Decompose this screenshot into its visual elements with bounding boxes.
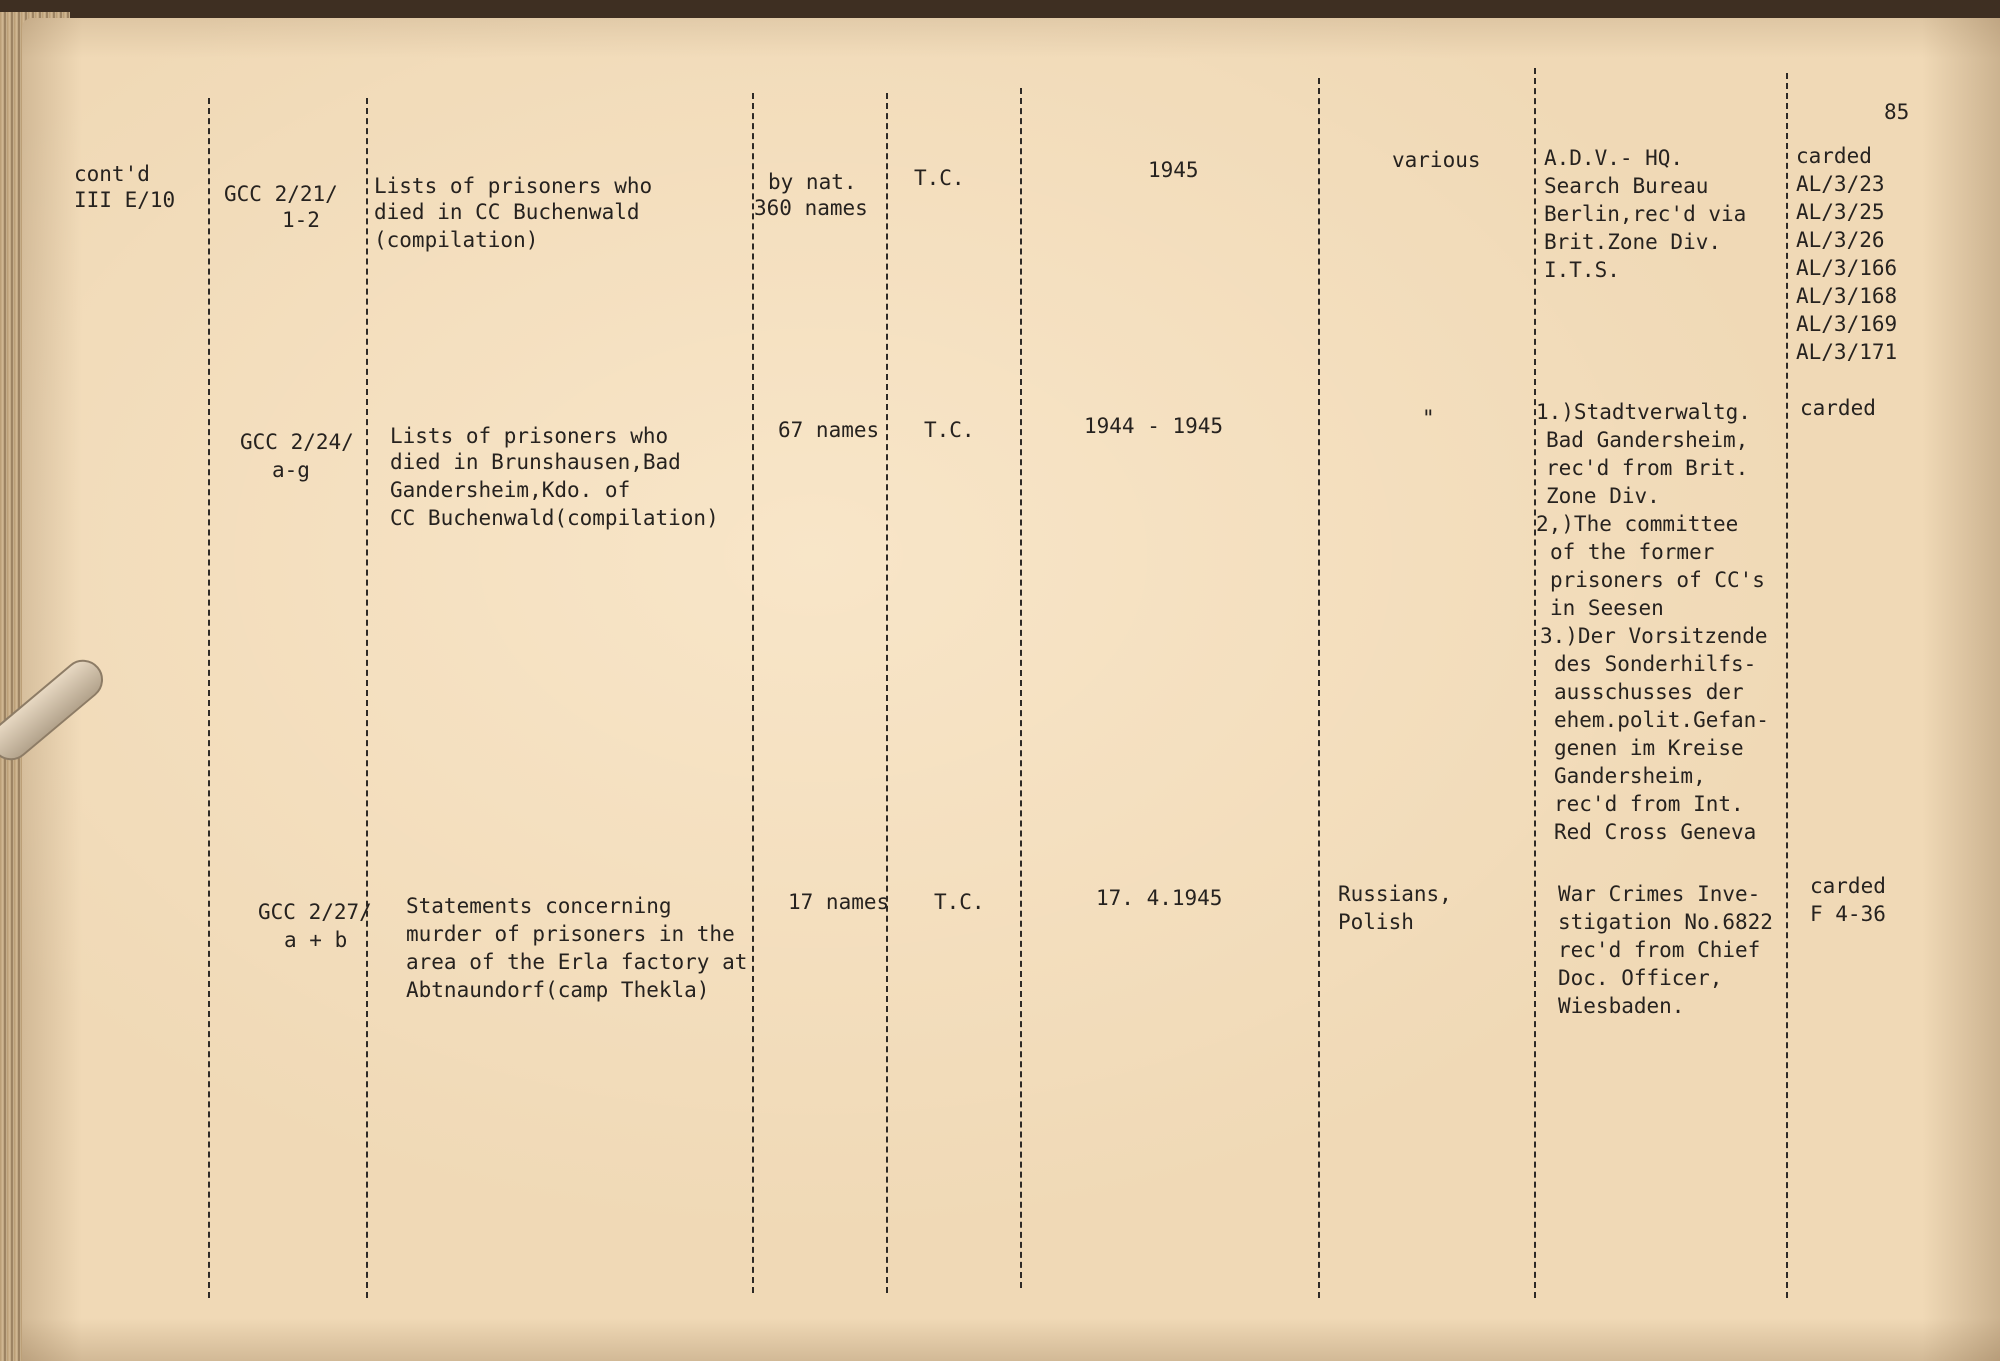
record-source: of the former [1550,540,1715,564]
column-divider [1020,88,1022,1288]
record-source: prisoners of CC's [1550,568,1765,592]
record-quantity: 360 names [754,196,868,220]
column-divider [208,98,210,1298]
record-source: I.T.S. [1544,258,1620,282]
column-divider [752,93,754,1293]
record-source: Berlin,rec'd via [1544,202,1747,226]
record-description: died in Brunshausen,Bad [390,450,681,474]
record-source: rec'd from Brit. [1546,456,1749,480]
record-nationality: " [1422,406,1435,430]
record-ref: a + b [284,928,348,952]
record-source: Search Bureau [1544,174,1709,198]
record-date: 1945 [1148,158,1199,182]
record-quantity: 67 names [778,418,880,442]
record-ref: 1-2 [282,208,320,232]
record-description: CC Buchenwald(compilation) [390,506,719,530]
record-status: AL/3/169 [1796,312,1898,336]
record-status: carded [1810,874,1886,898]
record-source: stigation No.6822 [1558,910,1773,934]
record-description: Gandersheim,Kdo. of [390,478,631,502]
record-type: T.C. [914,166,965,190]
record-date: 17. 4.1945 [1096,886,1223,910]
record-description: murder of prisoners in the [406,922,735,946]
record-status: F 4-36 [1810,902,1886,926]
record-quantity: by nat. [768,170,857,194]
ledger-page [22,18,2000,1361]
column-divider [1318,78,1320,1298]
page-number: 85 [1884,100,1910,124]
record-status: AL/3/166 [1796,256,1898,280]
record-description: died in CC Buchenwald [374,200,640,224]
record-type: T.C. [924,418,975,442]
record-description: Statements concerning [406,894,672,918]
section-ref: III E/10 [74,188,176,212]
record-ref: a-g [272,458,310,482]
record-description: Lists of prisoners who [390,424,669,448]
record-source: ausschusses der [1554,680,1744,704]
record-status: AL/3/23 [1796,172,1885,196]
record-type: T.C. [934,890,985,914]
record-description: Abtnaundorf(camp Thekla) [406,978,710,1002]
record-ref: GCC 2/27/ [258,900,372,924]
record-source: genen im Kreise [1554,736,1744,760]
record-description: (compilation) [374,228,539,252]
record-description: Lists of prisoners who [374,174,653,198]
section-ref: cont'd [74,162,150,186]
record-source: A.D.V.- HQ. [1544,146,1684,170]
record-source: des Sonderhilfs- [1554,652,1757,676]
record-date: 1944 - 1945 [1084,414,1224,438]
record-nationality: various [1392,148,1481,172]
record-status: AL/3/25 [1796,200,1885,224]
record-source: Brit.Zone Div. [1544,230,1722,254]
record-source: Wiesbaden. [1558,994,1685,1018]
column-divider [886,93,888,1293]
record-description: area of the Erla factory at [406,950,748,974]
record-status: AL/3/26 [1796,228,1885,252]
record-status: carded [1800,396,1876,420]
record-source: Gandersheim, [1554,764,1706,788]
column-divider [366,98,368,1298]
record-source: Zone Div. [1546,484,1660,508]
record-source: in Seesen [1550,596,1664,620]
record-status: AL/3/168 [1796,284,1898,308]
record-source: 1.)Stadtverwaltg. [1536,400,1751,424]
record-source: 3.)Der Vorsitzende [1540,624,1768,648]
record-ref: GCC 2/21/ [224,182,338,206]
record-source: rec'd from Chief [1558,938,1761,962]
record-status: AL/3/171 [1796,340,1898,364]
record-source: ehem.polit.Gefan- [1554,708,1769,732]
record-source: Doc. Officer, [1558,966,1723,990]
record-source: rec'd from Int. [1554,792,1744,816]
column-divider [1786,73,1788,1298]
record-nationality: Russians, Polish [1338,882,1452,934]
record-source: War Crimes Inve- [1558,882,1761,906]
record-ref: GCC 2/24/ [240,430,354,454]
column-divider [1534,68,1536,1298]
record-status: carded [1796,144,1872,168]
record-source: Red Cross Geneva [1554,820,1757,844]
record-quantity: 17 names [788,890,890,914]
record-source: 2,)The committee [1536,512,1739,536]
record-source: Bad Gandersheim, [1546,428,1749,452]
